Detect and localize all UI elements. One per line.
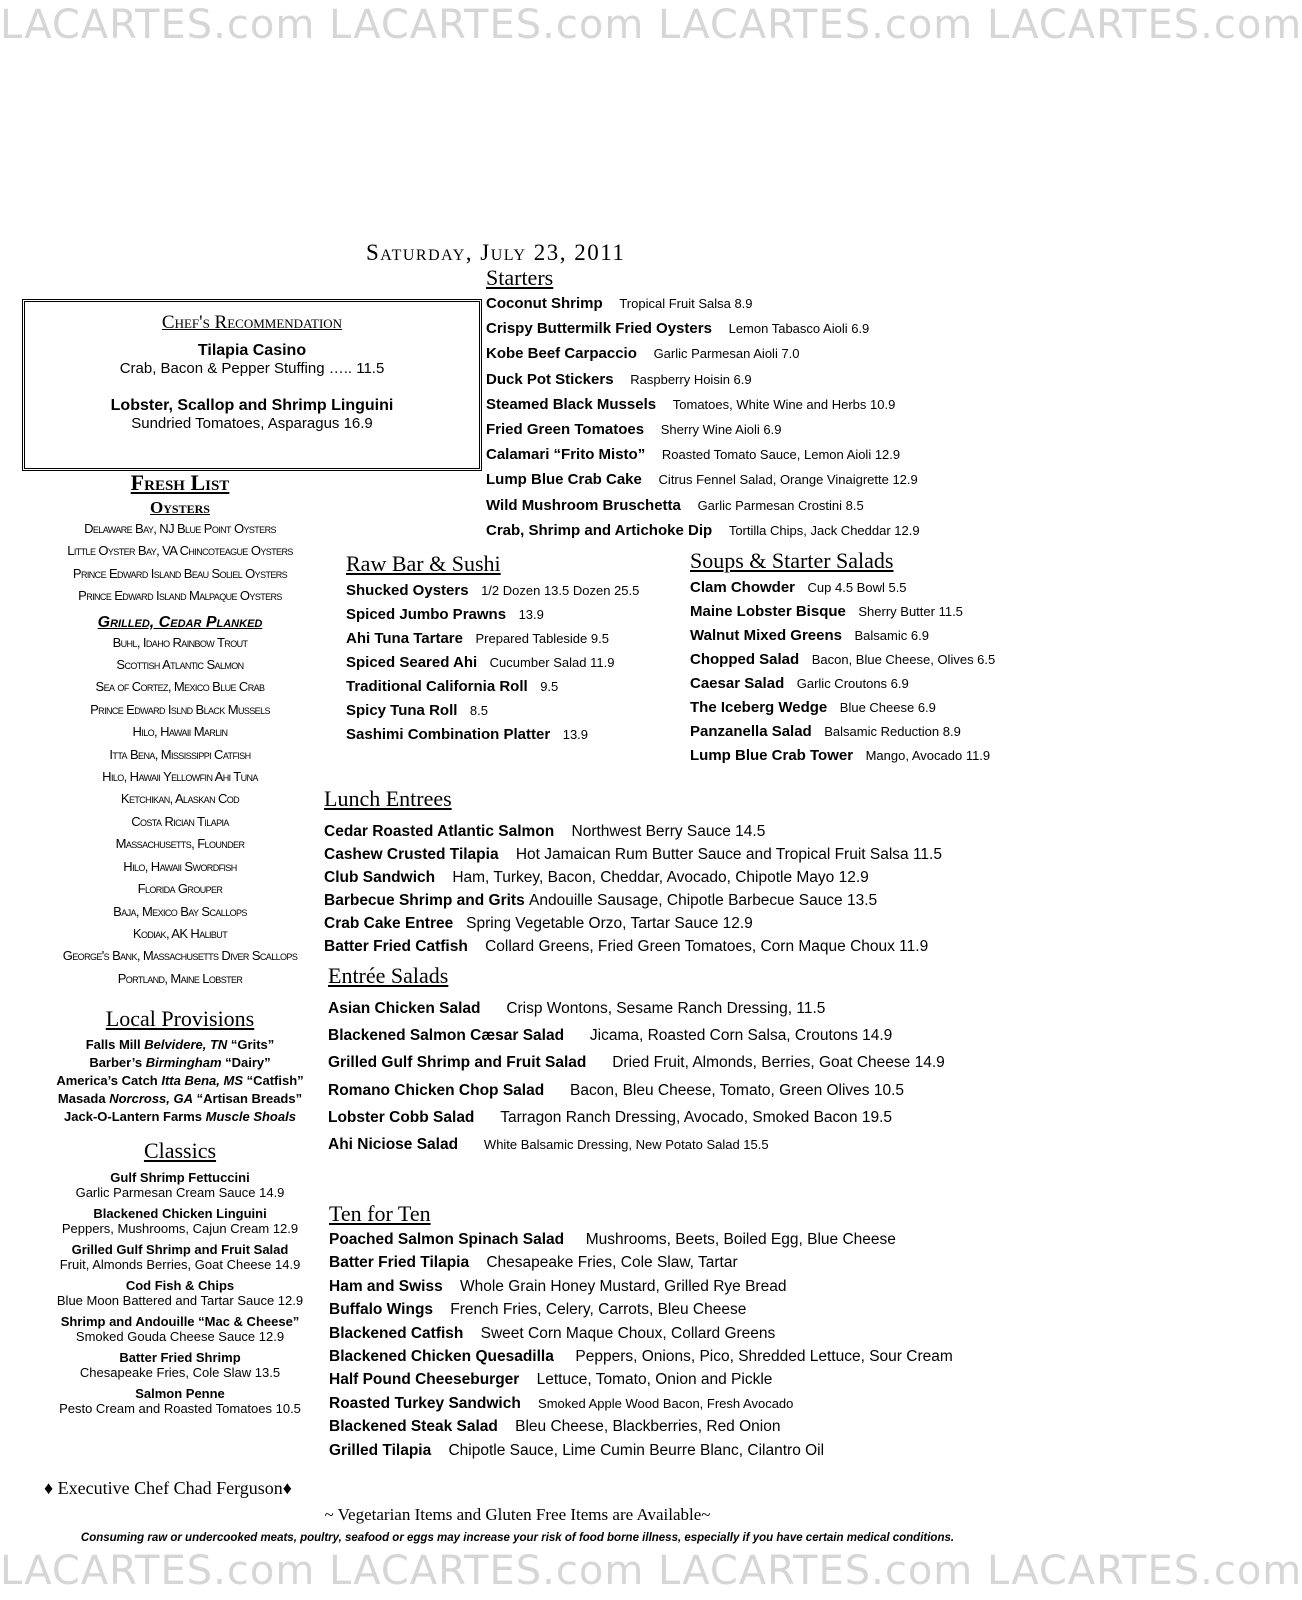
list-item: [30, 1242, 330, 1272]
item-desc: White Balsamic Dressing, New Potato Salad 15.5: [483, 1137, 769, 1153]
list-item: [690, 696, 995, 720]
item-name: Salmon Penne: [135, 1386, 225, 1401]
item-name: Traditional California Roll: [346, 678, 528, 695]
item-desc: Tarragon Ranch Dressing, Avocado, Smoked Bacon 19.5: [500, 1108, 893, 1126]
fresh-list: [30, 470, 330, 990]
list-item: [690, 624, 995, 648]
item-desc: Balsamic 6.9: [854, 628, 929, 643]
item-desc: Chesapeake Fries, Cole Slaw, Tartar: [486, 1254, 738, 1272]
item-name: Ahi Niciose Salad: [328, 1136, 459, 1154]
list-item: [346, 699, 639, 723]
grilled-title: Grilled, Cedar Planked: [97, 613, 263, 631]
item-desc: Chesapeake Fries, Cole Slaw 13.5: [79, 1365, 281, 1380]
list-item: [329, 1228, 953, 1251]
item-desc: Bleu Cheese, Blackberries, Red Onion: [515, 1418, 781, 1436]
list-item: Kodiak, AK Halibut: [132, 925, 228, 941]
item-name: Blackened Chicken Quesadilla: [329, 1348, 554, 1366]
classics-title: Classics: [143, 1138, 217, 1163]
item-name: Blackened Catfish: [329, 1324, 464, 1342]
list-item: [486, 291, 920, 316]
item-desc: Mushrooms, Beets, Boiled Egg, Blue Cheese: [585, 1231, 896, 1248]
item-name: Spiced Seared Ahi: [346, 654, 478, 671]
item-name: Spiced Jumbo Prawns: [346, 606, 507, 623]
provider: Falls Mill: [85, 1037, 145, 1052]
list-item: Delaware Bay, NJ Blue Point Oysters: [84, 521, 276, 536]
item-desc: Smoked Apple Wood Bacon, Fresh Avocado: [538, 1395, 794, 1411]
item-desc: Raspberry Hoisin 6.9: [630, 371, 752, 387]
list-item: Costa Rician Tilapia: [131, 813, 229, 829]
item-desc: Crisp Wontons, Sesame Ranch Dressing, 11.5: [506, 1000, 826, 1017]
item-desc: 1/2 Dozen 13.5 Dozen 25.5: [481, 583, 640, 598]
location: Itta Bena, MS: [161, 1073, 243, 1088]
list-item: [30, 1350, 330, 1380]
list-item: [690, 576, 995, 600]
item-name: Half Pound Cheeseburger: [329, 1371, 520, 1389]
list-item: [486, 518, 920, 543]
list-item: [329, 1439, 953, 1462]
item-desc: Lemon Tabasco Aioli 6.9: [728, 321, 870, 337]
item-name: Coconut Shrimp: [486, 295, 603, 312]
item-name: Blackened Salmon Cæsar Salad: [328, 1027, 565, 1045]
item-desc: Sweet Corn Maque Choux, Collard Greens: [480, 1324, 776, 1342]
item-name: Walnut Mixed Greens: [690, 627, 842, 644]
item-name: Crab Cake Entree: [324, 915, 454, 932]
item-name: Roasted Turkey Sandwich: [329, 1394, 521, 1412]
list-item: [690, 600, 995, 624]
item-desc: Spring Vegetable Orzo, Tartar Sauce 12.9: [466, 915, 753, 932]
list-item: [30, 1170, 330, 1200]
list-item: [324, 866, 942, 889]
item-desc: Blue Cheese 6.9: [839, 700, 936, 715]
product: “Dairy”: [221, 1055, 271, 1070]
item-desc: Tropical Fruit Salsa 8.9: [619, 296, 753, 311]
list-item: [346, 603, 639, 627]
item-name: Caesar Salad: [690, 675, 785, 692]
list-item: [328, 1104, 945, 1131]
chef-item-name: Tilapia Casino: [197, 342, 307, 359]
list-item: [30, 1072, 330, 1090]
item-name: Grilled Tilapia: [329, 1441, 432, 1459]
list-item: Portland, Maine Lobster: [117, 970, 243, 986]
product: “Grits”: [227, 1037, 275, 1052]
ten-for-ten-title: Ten for Ten: [329, 1201, 431, 1226]
food-safety-disclaimer: Consuming raw or undercooked meats, poultry, seafood or eggs may increase your risk of food borne illness, especially if you have certain medical conditions.: [80, 1532, 955, 1544]
item-desc: Sherry Butter 11.5: [858, 604, 963, 619]
item-name: Wild Mushroom Bruschetta: [486, 496, 681, 514]
item-desc: Citrus Fennel Salad, Orange Vinaigrette 12.9: [658, 472, 918, 488]
list-item: [486, 493, 920, 518]
item-name: Buffalo Wings: [329, 1301, 434, 1319]
item-desc: 9.5: [540, 679, 559, 694]
item-desc: Garlic Croutons 6.9: [796, 676, 909, 691]
list-item: [346, 579, 639, 603]
item-desc: Blue Moon Battered and Tartar Sauce 12.9: [56, 1293, 304, 1308]
list-item: [486, 367, 920, 392]
item-name: Gulf Shrimp Fettuccini: [110, 1170, 250, 1185]
list-item: [324, 912, 942, 935]
list-item: [690, 744, 995, 768]
fresh-list-title: Fresh List: [130, 470, 230, 495]
raw-bar-title: Raw Bar & Sushi: [346, 551, 501, 576]
executive-chef: ♦ Executive Chef Chad Ferguson♦: [44, 1478, 292, 1498]
item-name: Club Sandwich: [324, 869, 436, 886]
item-desc: Cup 4.5 Bowl 5.5: [807, 580, 907, 595]
item-name: Batter Fried Catfish: [324, 938, 468, 955]
lunch-entrees-title: Lunch Entrees: [324, 786, 452, 811]
list-item: [690, 720, 995, 744]
item-desc: Andouille Sausage, Chipotle Barbecue Sauce 13.5: [529, 892, 878, 909]
list-item: [486, 316, 920, 341]
item-name: Sashimi Combination Platter: [346, 726, 551, 743]
product: “Catfish”: [242, 1073, 304, 1088]
chef-item-name: Lobster, Scallop and Shrimp Linguini: [110, 397, 394, 414]
item-name: Grilled Gulf Shrimp and Fruit Salad: [71, 1242, 289, 1257]
list-item: Hilo, Hawaii Yellowfin Ahi Tuna: [102, 769, 258, 785]
item-name: Fried Green Tomatoes: [486, 421, 645, 439]
lunch-entrees: [324, 786, 942, 958]
list-item: Prince Edward Islnd Black Mussels: [90, 701, 270, 717]
list-item: [690, 672, 995, 696]
entree-salads: [328, 963, 945, 1158]
item-desc: French Fries, Celery, Carrots, Bleu Cheese: [450, 1301, 747, 1319]
item-desc: 8.5: [469, 703, 488, 718]
product: “Artisan Breads”: [193, 1091, 303, 1106]
item-name: Lump Blue Crab Cake: [486, 471, 642, 489]
list-item: [30, 1108, 330, 1126]
provider: Barber’s: [89, 1055, 146, 1070]
item-name: Lump Blue Crab Tower: [690, 747, 854, 764]
list-item: [329, 1298, 953, 1321]
item-name: Batter Fried Tilapia: [329, 1254, 470, 1272]
list-item: [486, 467, 920, 492]
provider: Jack-O-Lantern Farms: [64, 1109, 206, 1124]
list-item: Ketchikan, Alaskan Cod: [120, 791, 240, 807]
item-name: Shucked Oysters: [346, 582, 469, 599]
local-provisions: [30, 1006, 330, 1126]
ten-for-ten: [329, 1201, 953, 1462]
location: Muscle Shoals: [205, 1109, 296, 1124]
list-item: Buhl, Idaho Rainbow Trout: [112, 634, 248, 650]
item-desc: Tomatoes, White Wine and Herbs 10.9: [672, 396, 896, 412]
item-desc: Balsamic Reduction 8.9: [824, 724, 961, 739]
item-desc: Ham, Turkey, Bacon, Cheddar, Avocado, Chipotle Mayo 12.9: [452, 869, 869, 886]
menu-date: Saturday, July 23, 2011: [366, 240, 626, 265]
item-name: Lobster Cobb Salad: [328, 1108, 475, 1126]
list-item: [328, 1077, 945, 1104]
list-item: [486, 442, 920, 467]
soups-title: Soups & Starter Salads: [690, 548, 894, 573]
list-item: Hilo, Hawaii Marlin: [132, 724, 228, 740]
vegetarian-note: ~ Vegetarian Items and Gluten Free Items are Available~: [324, 1505, 711, 1524]
oysters-title: Oysters: [150, 498, 210, 517]
list-item: [486, 417, 920, 442]
list-item: [328, 995, 945, 1022]
item-name: Blackened Chicken Linguini: [93, 1206, 267, 1221]
item-desc: Tortilla Chips, Jack Cheddar 12.9: [728, 522, 920, 538]
list-item: [30, 1386, 330, 1416]
item-name: Clam Chowder: [690, 579, 796, 596]
item-name: Steamed Black Mussels: [486, 395, 657, 413]
list-item: [324, 843, 942, 866]
list-item: Prince Edward Island Beau Soliel Oysters: [72, 565, 288, 581]
item-desc: Fruit, Almonds Berries, Goat Cheese 14.9: [59, 1257, 301, 1272]
item-desc: Chipotle Sauce, Lime Cumin Beurre Blanc, Cilantro Oil: [448, 1441, 825, 1459]
item-name: Barbecue Shrimp and Grits: [324, 892, 525, 909]
item-desc: Smoked Gouda Cheese Sauce 12.9: [75, 1329, 285, 1344]
list-item: [486, 392, 920, 417]
list-item: Itta Bena, Mississippi Catfish: [109, 746, 251, 762]
list-item: [346, 627, 639, 651]
list-item: [329, 1392, 953, 1415]
item-name: Batter Fried Shrimp: [119, 1350, 241, 1365]
classics: [30, 1138, 330, 1422]
item-name: Calamari “Frito Misto”: [486, 446, 646, 464]
list-item: [30, 1314, 330, 1344]
list-item: [328, 1049, 945, 1076]
starters: [486, 265, 920, 543]
item-desc: Pesto Cream and Roasted Tomatoes 10.5: [59, 1401, 301, 1416]
item-desc: Prepared Tableside 9.5: [475, 631, 609, 646]
list-item: [324, 820, 942, 843]
list-item: Scottish Atlantic Salmon: [116, 657, 244, 673]
list-item: [30, 1278, 330, 1308]
item-name: Maine Lobster Bisque: [690, 603, 846, 620]
item-name: Kobe Beef Carpaccio: [486, 345, 637, 363]
item-name: Panzanella Salad: [690, 723, 812, 740]
list-item: Little Oyster Bay, VA Chincoteague Oysters: [67, 543, 293, 559]
item-desc: Collard Greens, Fried Green Tomatoes, Corn Maque Choux 11.9: [485, 938, 929, 955]
item-desc: Mango, Avocado 11.9: [865, 748, 991, 763]
list-item: Prince Edward Island Malpaque Oysters: [78, 588, 282, 604]
list-item: [346, 675, 639, 699]
local-provisions-title: Local Provisions: [105, 1006, 255, 1031]
item-name: Romano Chicken Chop Salad: [328, 1081, 545, 1099]
item-desc: Bacon, Bleu Cheese, Tomato, Green Olives 10.5: [570, 1081, 905, 1099]
item-name: Grilled Gulf Shrimp and Fruit Salad: [328, 1054, 587, 1072]
item-name: Cod Fish & Chips: [125, 1278, 235, 1293]
item-name: The Iceberg Wedge: [690, 699, 828, 716]
list-item: [690, 648, 995, 672]
item-desc: Hot Jamaican Rum Butter Sauce and Tropical Fruit Salsa 11.5: [515, 846, 942, 863]
list-item: [346, 651, 639, 675]
list-item: [30, 1090, 330, 1108]
chef-item-desc: Sundried Tomatoes, Asparagus 16.9: [131, 415, 373, 432]
item-name: Asian Chicken Salad: [328, 1000, 481, 1017]
item-desc: Dried Fruit, Almonds, Berries, Goat Cheese 14.9: [612, 1054, 945, 1072]
list-item: [486, 341, 920, 366]
list-item: [329, 1345, 953, 1368]
list-item: Massachusetts, Flounder: [115, 836, 245, 852]
item-desc: Lettuce, Tomato, Onion and Pickle: [536, 1371, 773, 1389]
raw-bar-sushi: [346, 551, 639, 747]
item-desc: Peppers, Onions, Pico, Shredded Lettuce, Sour Cream: [575, 1348, 953, 1366]
list-item: [30, 1036, 330, 1054]
list-item: [329, 1275, 953, 1298]
chef-recommendation-box: [22, 299, 482, 471]
item-desc: Roasted Tomato Sauce, Lemon Aioli 12.9: [661, 447, 901, 463]
watermark-top: LACARTES.com LACARTES.com LACARTES.com LACARTES.com: [0, 2, 1302, 48]
list-item: Florida Grouper: [137, 881, 223, 897]
list-item: [329, 1251, 953, 1274]
oysters-list: [30, 518, 330, 608]
item-name: Crispy Buttermilk Fried Oysters: [486, 320, 712, 338]
list-item: [329, 1415, 953, 1438]
list-item: Baja, Mexico Bay Scallops: [113, 903, 247, 919]
list-item: Hilo, Hawaii Swordfish: [123, 858, 237, 874]
list-item: [30, 1054, 330, 1072]
list-item: [30, 1206, 330, 1236]
grilled-list: [30, 632, 330, 991]
item-desc: Bacon, Blue Cheese, Olives 6.5: [811, 652, 996, 667]
item-name: Ahi Tuna Tartare: [346, 630, 463, 647]
item-name: Chopped Salad: [690, 651, 800, 668]
location: Belvidere, TN: [144, 1037, 228, 1052]
provider: Masada: [57, 1091, 110, 1106]
chef-item-desc: Crab, Bacon & Pepper Stuffing ….. 11.5: [119, 360, 385, 377]
provider: America’s Catch: [56, 1073, 162, 1088]
item-desc: Whole Grain Honey Mustard, Grilled Rye Bread: [459, 1277, 787, 1295]
watermark-bottom: LACARTES.com LACARTES.com LACARTES.com LACARTES.com: [0, 1548, 1302, 1594]
chef-recommendation-title: Chef's Recommendation: [161, 312, 343, 333]
item-name: Crab, Shrimp and Artichoke Dip: [486, 521, 713, 539]
list-item: [346, 723, 639, 747]
list-item: [329, 1322, 953, 1345]
location: Norcross, GA: [109, 1091, 194, 1106]
list-item: George's Bank, Massachusetts Diver Scallops: [62, 948, 298, 964]
entree-salads-title: Entrée Salads: [328, 963, 449, 988]
item-name: Shrimp and Andouille “Mac & Cheese”: [60, 1314, 300, 1329]
item-desc: 13.9: [562, 727, 589, 742]
item-desc: 13.9: [518, 607, 544, 622]
item-name: Spicy Tuna Roll: [346, 702, 458, 719]
item-desc: Peppers, Mushrooms, Cajun Cream 12.9: [61, 1221, 299, 1236]
item-name: Blackened Steak Salad: [329, 1418, 498, 1436]
item-name: Cedar Roasted Atlantic Salmon: [324, 823, 555, 840]
item-desc: Garlic Parmesan Cream Sauce 14.9: [75, 1185, 285, 1200]
item-desc: Garlic Parmesan Crostini 8.5: [697, 497, 864, 513]
item-name: Ham and Swiss: [329, 1277, 443, 1295]
list-item: [328, 1131, 945, 1158]
soups-starter-salads: [690, 548, 995, 768]
item-desc: Cucumber Salad 11.9: [489, 655, 615, 670]
item-desc: Garlic Parmesan Aioli 7.0: [653, 346, 800, 362]
item-name: Duck Pot Stickers: [486, 370, 614, 388]
list-item: [324, 935, 942, 958]
item-name: Cashew Crusted Tilapia: [324, 846, 499, 863]
location: Birmingham: [145, 1055, 222, 1070]
list-item: [329, 1368, 953, 1391]
item-name: Poached Salmon Spinach Salad: [329, 1231, 565, 1248]
item-desc: Northwest Berry Sauce 14.5: [571, 823, 766, 840]
starters-title: Starters: [486, 265, 554, 290]
item-desc: Jicama, Roasted Corn Salsa, Croutons 14.9: [589, 1027, 893, 1045]
item-desc: Sherry Wine Aioli 6.9: [660, 422, 782, 438]
list-item: Sea of Cortez, Mexico Blue Crab: [95, 679, 265, 695]
list-item: [324, 889, 942, 912]
list-item: [328, 1022, 945, 1049]
